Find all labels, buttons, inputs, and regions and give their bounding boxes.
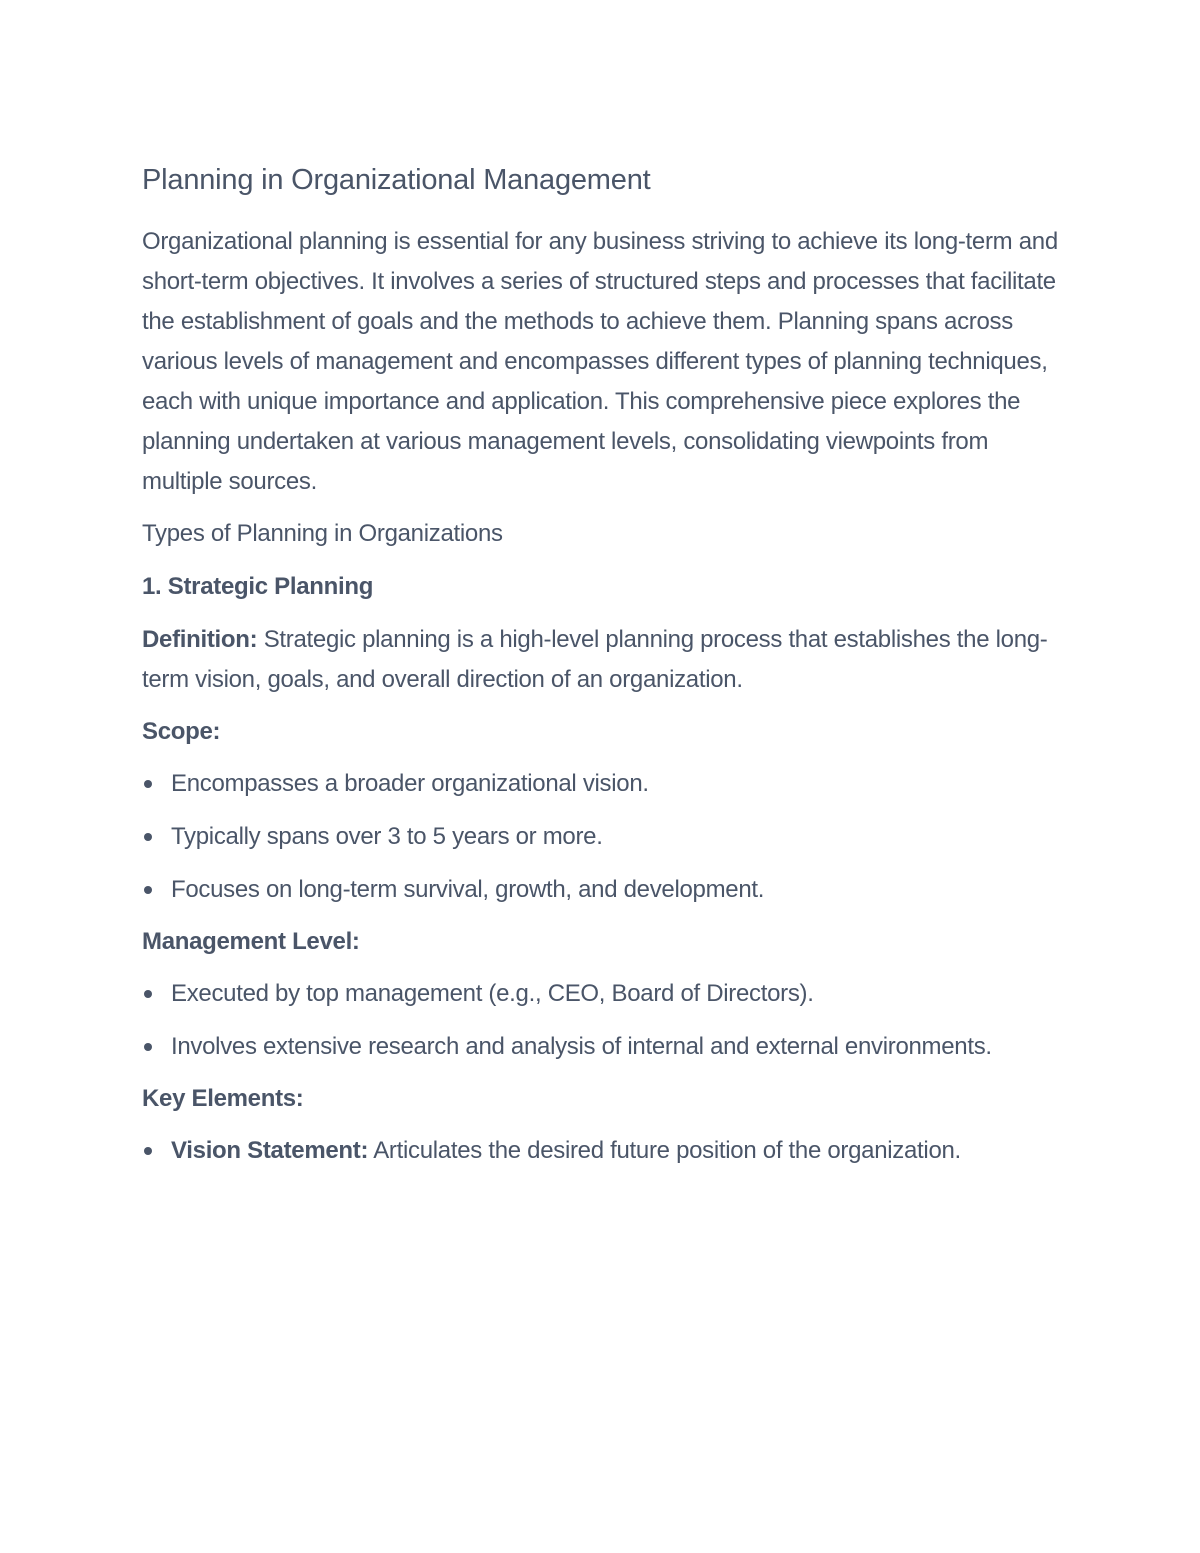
management-level-list — [142, 974, 1062, 1067]
list-item-text: Typically spans over 3 to 5 years or more. — [171, 823, 603, 850]
scope-list — [142, 764, 1062, 910]
scope-label-text: Scope: — [142, 718, 221, 745]
key-element-term: Vision Statement: — [171, 1137, 369, 1164]
document-title: Planning in Organizational Management — [142, 164, 651, 196]
key-element-text: Articulates the desired future position of the organization. — [368, 1137, 961, 1164]
list-item — [142, 817, 1062, 857]
list-item — [142, 1131, 1062, 1171]
section-heading: Types of Planning in Organizations — [142, 520, 503, 547]
list-item — [142, 1027, 1062, 1067]
definition-text: Strategic planning is a high-level planning process that establishes the long-term vision, goals, and overall direction of an organization. — [142, 626, 1048, 693]
list-item — [142, 870, 1062, 910]
list-item-text: Involves extensive research and analysis of internal and external environments. — [171, 1033, 992, 1060]
bullet-icon — [144, 886, 152, 894]
definition-label: Definition: — [142, 626, 258, 653]
bullet-icon — [144, 833, 152, 841]
bullet-icon — [144, 1043, 152, 1051]
list-item — [142, 764, 1062, 804]
list-item-text: Encompasses a broader organizational vision. — [171, 770, 649, 797]
definition-paragraph — [142, 620, 1062, 700]
subsection-heading: 1. Strategic Planning — [142, 573, 374, 600]
management-level-label-text: Management Level: — [142, 928, 360, 955]
management-level-label — [142, 922, 1062, 962]
bullet-icon — [144, 780, 152, 788]
list-item-text: Executed by top management (e.g., CEO, Board of Directors). — [171, 980, 814, 1007]
key-elements-label — [142, 1079, 1062, 1119]
intro-paragraph: Organizational planning is essential for any business striving to achieve its long-term and short-term objectives. It involves a series of structured steps and processes that facilitate the establishment of goals and the methods to achieve them. Planning spans across various levels of management and encompasses different types of planning techniques, each with unique importance and application. This comprehensive piece explores the planning undertaken at various management levels, consolidating viewpoints from multiple sources. — [142, 228, 1058, 495]
list-item-text: Focuses on long-term survival, growth, and development. — [171, 876, 765, 903]
key-elements-label-text: Key Elements: — [142, 1085, 304, 1112]
bullet-icon — [144, 1147, 152, 1155]
bullet-icon — [144, 990, 152, 998]
scope-label — [142, 712, 1062, 752]
key-elements-list — [142, 1131, 1062, 1171]
document-page — [142, 160, 1062, 1183]
list-item — [142, 974, 1062, 1014]
